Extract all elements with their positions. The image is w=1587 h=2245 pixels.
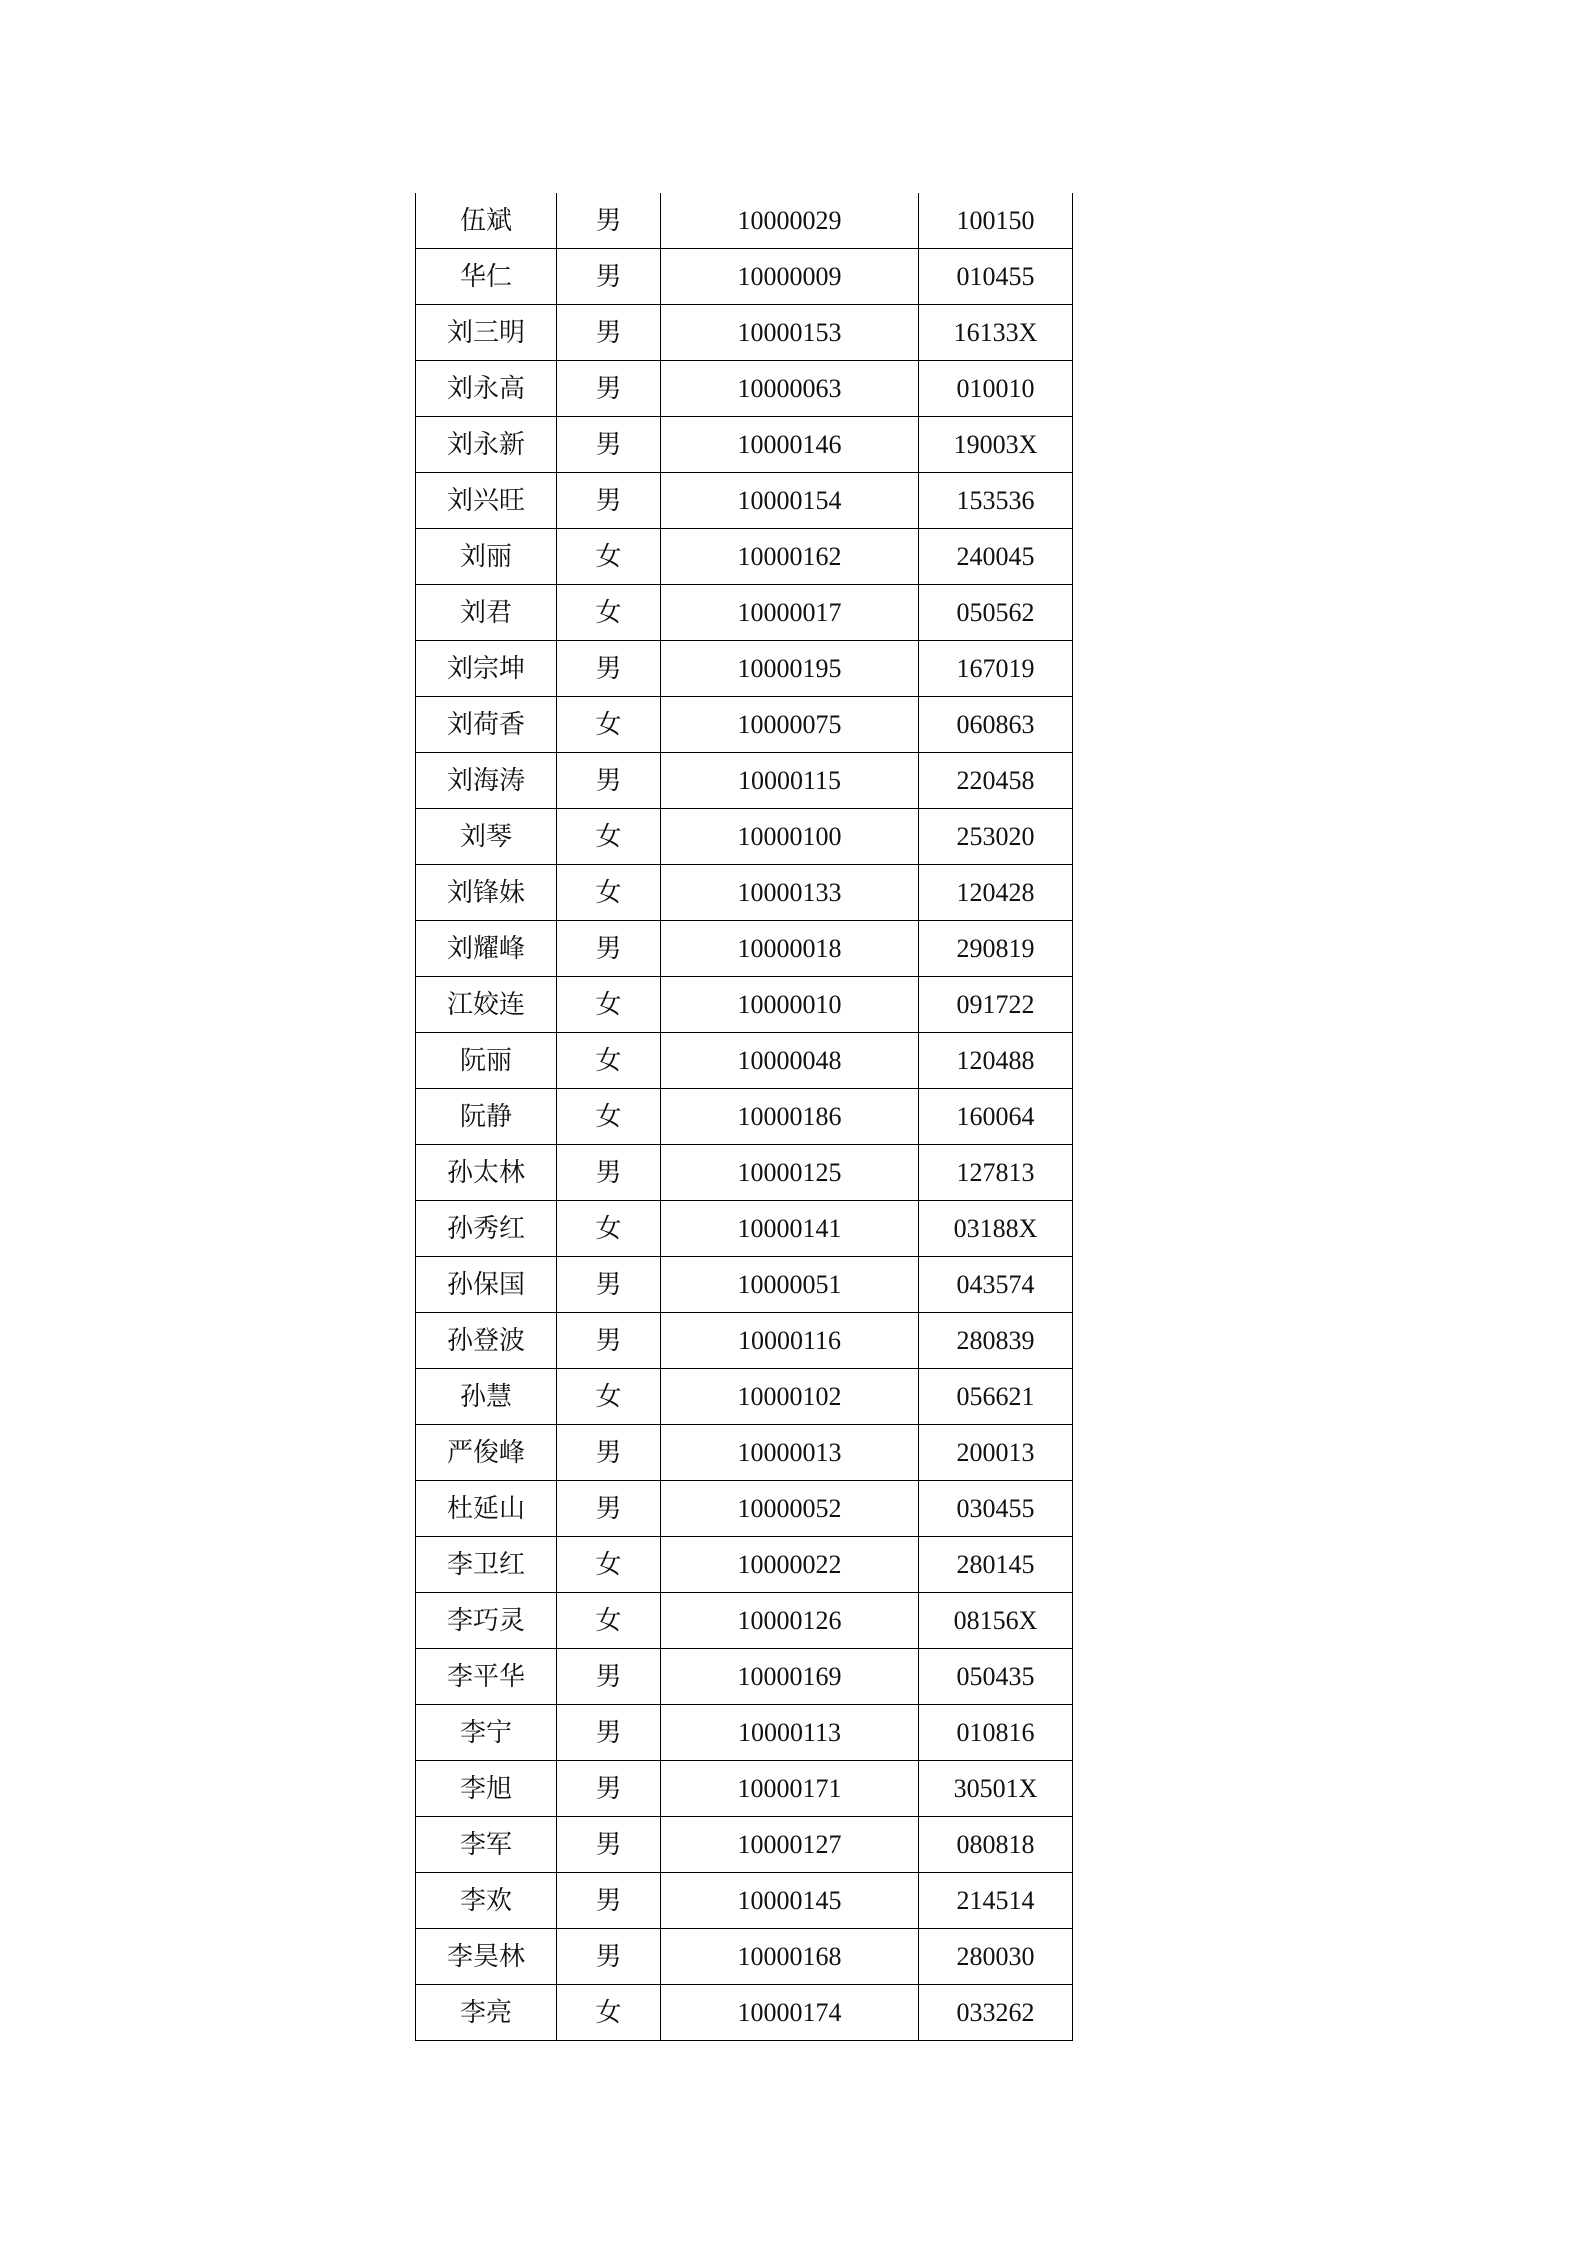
- number-cell: 10000168: [661, 1929, 919, 1985]
- name-cell: 刘锋妹: [416, 865, 557, 921]
- name-cell: 刘荷香: [416, 697, 557, 753]
- gender-cell: 男: [557, 361, 661, 417]
- table-row: [416, 1873, 1073, 1929]
- gender-cell: 男: [557, 641, 661, 697]
- name-cell: 刘三明: [416, 305, 557, 361]
- table-row: [416, 1145, 1073, 1201]
- code-cell: 03188X: [919, 1201, 1073, 1257]
- gender-cell: 女: [557, 1033, 661, 1089]
- table-row: [416, 1761, 1073, 1817]
- code-cell: 120488: [919, 1033, 1073, 1089]
- table-row: [416, 977, 1073, 1033]
- code-cell: 080818: [919, 1817, 1073, 1873]
- number-cell: 10000125: [661, 1145, 919, 1201]
- gender-cell: 男: [557, 1873, 661, 1929]
- name-cell: 严俊峰: [416, 1425, 557, 1481]
- name-cell: 李卫红: [416, 1537, 557, 1593]
- number-cell: 10000126: [661, 1593, 919, 1649]
- name-cell: 孙登波: [416, 1313, 557, 1369]
- gender-cell: 男: [557, 1313, 661, 1369]
- table-row: [416, 1985, 1073, 2041]
- table-row: [416, 865, 1073, 921]
- code-cell: 280839: [919, 1313, 1073, 1369]
- gender-cell: 女: [557, 1537, 661, 1593]
- table-row: [416, 1313, 1073, 1369]
- code-cell: 056621: [919, 1369, 1073, 1425]
- gender-cell: 女: [557, 977, 661, 1033]
- code-cell: 033262: [919, 1985, 1073, 2041]
- name-cell: 刘永新: [416, 417, 557, 473]
- code-cell: 043574: [919, 1257, 1073, 1313]
- name-cell: 杜延山: [416, 1481, 557, 1537]
- name-cell: 刘兴旺: [416, 473, 557, 529]
- code-cell: 100150: [919, 193, 1073, 249]
- table-row: [416, 417, 1073, 473]
- number-cell: 10000051: [661, 1257, 919, 1313]
- name-cell: 孙太林: [416, 1145, 557, 1201]
- number-cell: 10000116: [661, 1313, 919, 1369]
- table-row: [416, 1201, 1073, 1257]
- gender-cell: 女: [557, 1593, 661, 1649]
- number-cell: 10000102: [661, 1369, 919, 1425]
- number-cell: 10000113: [661, 1705, 919, 1761]
- code-cell: 153536: [919, 473, 1073, 529]
- code-cell: 16133X: [919, 305, 1073, 361]
- code-cell: 060863: [919, 697, 1073, 753]
- code-cell: 050435: [919, 1649, 1073, 1705]
- number-cell: 10000022: [661, 1537, 919, 1593]
- gender-cell: 男: [557, 753, 661, 809]
- name-cell: 刘君: [416, 585, 557, 641]
- table-row: [416, 305, 1073, 361]
- table-row: [416, 529, 1073, 585]
- gender-cell: 男: [557, 1705, 661, 1761]
- table-row: [416, 921, 1073, 977]
- name-cell: 孙秀红: [416, 1201, 557, 1257]
- table-row: [416, 1089, 1073, 1145]
- number-cell: 10000075: [661, 697, 919, 753]
- gender-cell: 女: [557, 1201, 661, 1257]
- name-cell: 伍斌: [416, 193, 557, 249]
- name-cell: 阮丽: [416, 1033, 557, 1089]
- code-cell: 30501X: [919, 1761, 1073, 1817]
- gender-cell: 女: [557, 1089, 661, 1145]
- name-cell: 刘丽: [416, 529, 557, 585]
- gender-cell: 男: [557, 1425, 661, 1481]
- name-cell: 李平华: [416, 1649, 557, 1705]
- number-cell: 10000195: [661, 641, 919, 697]
- number-cell: 10000146: [661, 417, 919, 473]
- table-row: [416, 473, 1073, 529]
- table-row: [416, 1257, 1073, 1313]
- name-cell: 孙慧: [416, 1369, 557, 1425]
- name-cell: 阮静: [416, 1089, 557, 1145]
- number-cell: 10000145: [661, 1873, 919, 1929]
- number-cell: 10000048: [661, 1033, 919, 1089]
- name-cell: 华仁: [416, 249, 557, 305]
- gender-cell: 女: [557, 1985, 661, 2041]
- gender-cell: 女: [557, 1369, 661, 1425]
- number-cell: 10000153: [661, 305, 919, 361]
- code-cell: 127813: [919, 1145, 1073, 1201]
- code-cell: 050562: [919, 585, 1073, 641]
- table-row: [416, 1481, 1073, 1537]
- table-row: [416, 1817, 1073, 1873]
- table-row: [416, 1705, 1073, 1761]
- name-cell: 刘琴: [416, 809, 557, 865]
- number-cell: 10000018: [661, 921, 919, 977]
- code-cell: 08156X: [919, 1593, 1073, 1649]
- table-row: [416, 361, 1073, 417]
- number-cell: 10000154: [661, 473, 919, 529]
- number-cell: 10000029: [661, 193, 919, 249]
- table-row: [416, 697, 1073, 753]
- table-row: [416, 1593, 1073, 1649]
- code-cell: 214514: [919, 1873, 1073, 1929]
- table-row: [416, 1537, 1073, 1593]
- code-cell: 280030: [919, 1929, 1073, 1985]
- number-cell: 10000052: [661, 1481, 919, 1537]
- gender-cell: 男: [557, 249, 661, 305]
- gender-cell: 女: [557, 529, 661, 585]
- table-row: [416, 249, 1073, 305]
- roster-table: [415, 193, 1073, 2041]
- number-cell: 10000063: [661, 361, 919, 417]
- gender-cell: 男: [557, 1257, 661, 1313]
- code-cell: 091722: [919, 977, 1073, 1033]
- number-cell: 10000017: [661, 585, 919, 641]
- code-cell: 160064: [919, 1089, 1073, 1145]
- code-cell: 253020: [919, 809, 1073, 865]
- name-cell: 李巧灵: [416, 1593, 557, 1649]
- name-cell: 李军: [416, 1817, 557, 1873]
- name-cell: 李欢: [416, 1873, 557, 1929]
- table-row: [416, 753, 1073, 809]
- gender-cell: 男: [557, 1649, 661, 1705]
- gender-cell: 男: [557, 417, 661, 473]
- number-cell: 10000169: [661, 1649, 919, 1705]
- code-cell: 290819: [919, 921, 1073, 977]
- name-cell: 刘海涛: [416, 753, 557, 809]
- code-cell: 010816: [919, 1705, 1073, 1761]
- name-cell: 刘永高: [416, 361, 557, 417]
- table-row: [416, 1929, 1073, 1985]
- number-cell: 10000010: [661, 977, 919, 1033]
- code-cell: 280145: [919, 1537, 1073, 1593]
- number-cell: 10000186: [661, 1089, 919, 1145]
- number-cell: 10000013: [661, 1425, 919, 1481]
- gender-cell: 男: [557, 1145, 661, 1201]
- gender-cell: 男: [557, 921, 661, 977]
- gender-cell: 男: [557, 305, 661, 361]
- number-cell: 10000133: [661, 865, 919, 921]
- number-cell: 10000141: [661, 1201, 919, 1257]
- gender-cell: 女: [557, 865, 661, 921]
- name-cell: 李昊林: [416, 1929, 557, 1985]
- number-cell: 10000009: [661, 249, 919, 305]
- table-row: [416, 641, 1073, 697]
- code-cell: 167019: [919, 641, 1073, 697]
- code-cell: 010010: [919, 361, 1073, 417]
- number-cell: 10000115: [661, 753, 919, 809]
- gender-cell: 女: [557, 809, 661, 865]
- gender-cell: 女: [557, 697, 661, 753]
- table-row: [416, 1649, 1073, 1705]
- gender-cell: 男: [557, 193, 661, 249]
- number-cell: 10000171: [661, 1761, 919, 1817]
- name-cell: 刘耀峰: [416, 921, 557, 977]
- code-cell: 220458: [919, 753, 1073, 809]
- name-cell: 孙保国: [416, 1257, 557, 1313]
- code-cell: 120428: [919, 865, 1073, 921]
- table-row: [416, 1033, 1073, 1089]
- code-cell: 030455: [919, 1481, 1073, 1537]
- code-cell: 010455: [919, 249, 1073, 305]
- code-cell: 240045: [919, 529, 1073, 585]
- name-cell: 李亮: [416, 1985, 557, 2041]
- gender-cell: 女: [557, 585, 661, 641]
- number-cell: 10000100: [661, 809, 919, 865]
- number-cell: 10000162: [661, 529, 919, 585]
- table-row: [416, 585, 1073, 641]
- code-cell: 19003X: [919, 417, 1073, 473]
- gender-cell: 男: [557, 1761, 661, 1817]
- table-row: [416, 1425, 1073, 1481]
- code-cell: 200013: [919, 1425, 1073, 1481]
- table-row: [416, 809, 1073, 865]
- number-cell: 10000174: [661, 1985, 919, 2041]
- table-row: [416, 1369, 1073, 1425]
- roster-table-body: [416, 193, 1073, 2041]
- name-cell: 李旭: [416, 1761, 557, 1817]
- gender-cell: 男: [557, 1481, 661, 1537]
- number-cell: 10000127: [661, 1817, 919, 1873]
- gender-cell: 男: [557, 473, 661, 529]
- name-cell: 李宁: [416, 1705, 557, 1761]
- name-cell: 江姣连: [416, 977, 557, 1033]
- gender-cell: 男: [557, 1817, 661, 1873]
- name-cell: 刘宗坤: [416, 641, 557, 697]
- table-row: [416, 193, 1073, 249]
- gender-cell: 男: [557, 1929, 661, 1985]
